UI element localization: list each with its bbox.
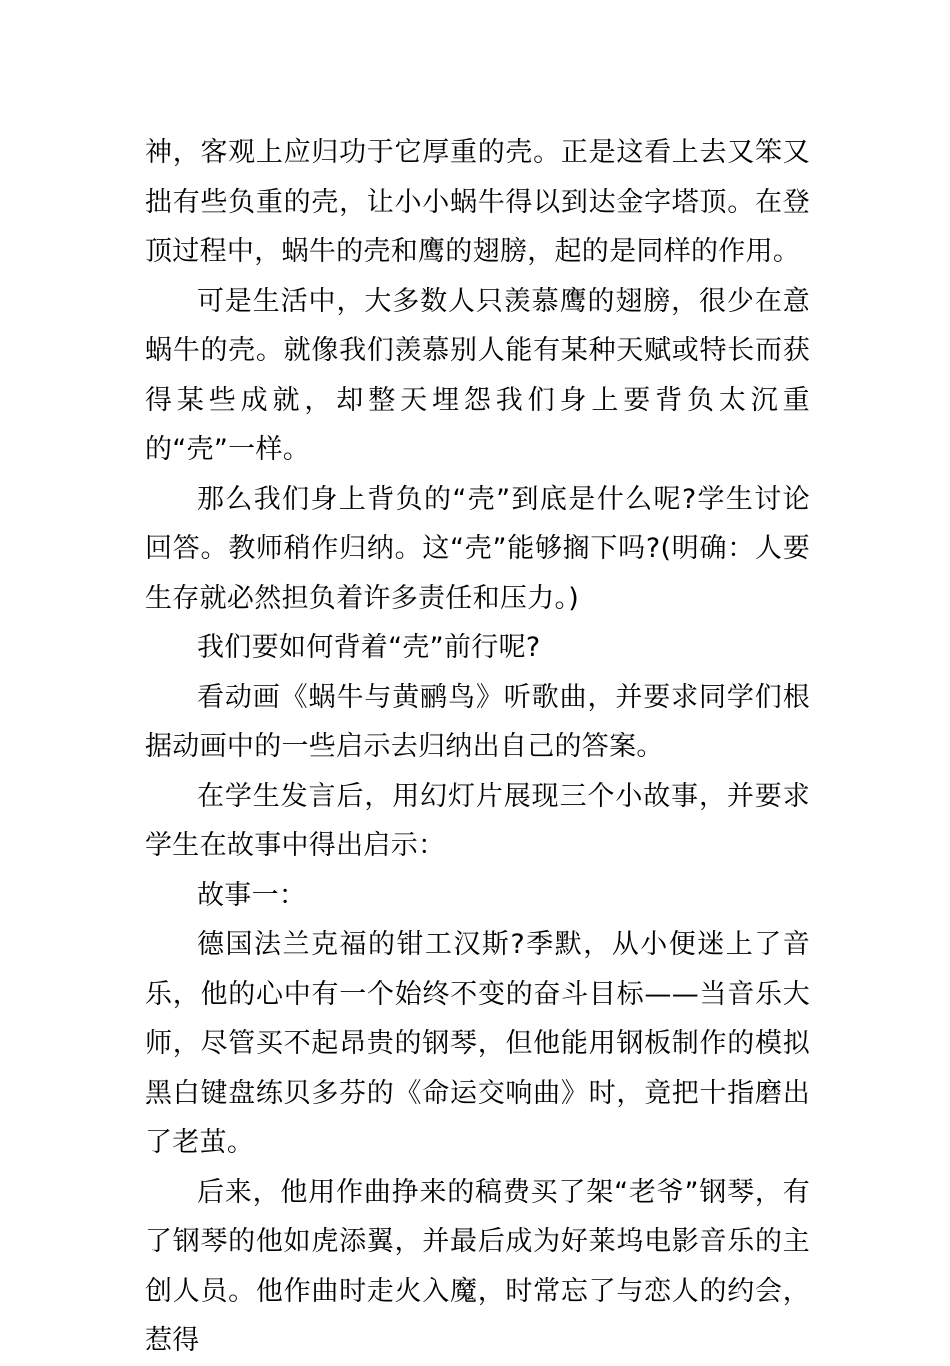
paragraph-2: 可是生活中，大多数人只羡慕鹰的翅膀，很少在意蜗牛的壳。就像我们羡慕别人能有某种天赋或特长而获得某些成就，却整天埋怨我们身上要背负太沉重的“壳”一样。: [145, 285, 810, 465]
paragraph-5: 看动画《蜗牛与黄鹂鸟》听歌曲，并要求同学们根据动画中的一些启示去归纳出自己的答案。: [145, 681, 810, 762]
paragraph-1: 神，客观上应归功于它厚重的壳。正是这看上去又笨又拙有些负重的壳，让小小蜗牛得以到达金字塔顶。在登顶过程中，蜗牛的壳和鹰的翅膀，起的是同样的作用。: [145, 137, 810, 267]
paragraph-8: 德国法兰克福的钳工汉斯?季默，从小便迷上了音乐，他的心中有一个始终不变的奋斗目标——当音乐大师，尽管买不起昂贵的钢琴，但他能用钢板制作的模拟黑白键盘练贝多芬的《命运交响曲》时，竟把十指磨出了老茧。: [145, 929, 810, 1158]
paragraph-3: 那么我们身上背负的“壳”到底是什么呢?学生讨论回答。教师稍作归纳。这“壳”能够搁下吗?(明确：人要生存就必然担负着许多责任和压力。): [145, 483, 810, 614]
paragraph-7: 故事一：: [197, 879, 307, 911]
paragraph-4: 我们要如何背着“壳”前行呢?: [197, 632, 541, 663]
document-body: [145, 128, 810, 1366]
paragraph-6: 在学生发言后，用幻灯片展现三个小故事，并要求学生在故事中得出启示：: [145, 780, 810, 861]
paragraph-9: 后来，他用作曲挣来的稿费买了架“老爷”钢琴，有了钢琴的他如虎添翼，并最后成为好莱坞电影音乐的主创人员。他作曲时走火入魔，时常忘了与恋人的约会，惹得: [145, 1176, 810, 1356]
